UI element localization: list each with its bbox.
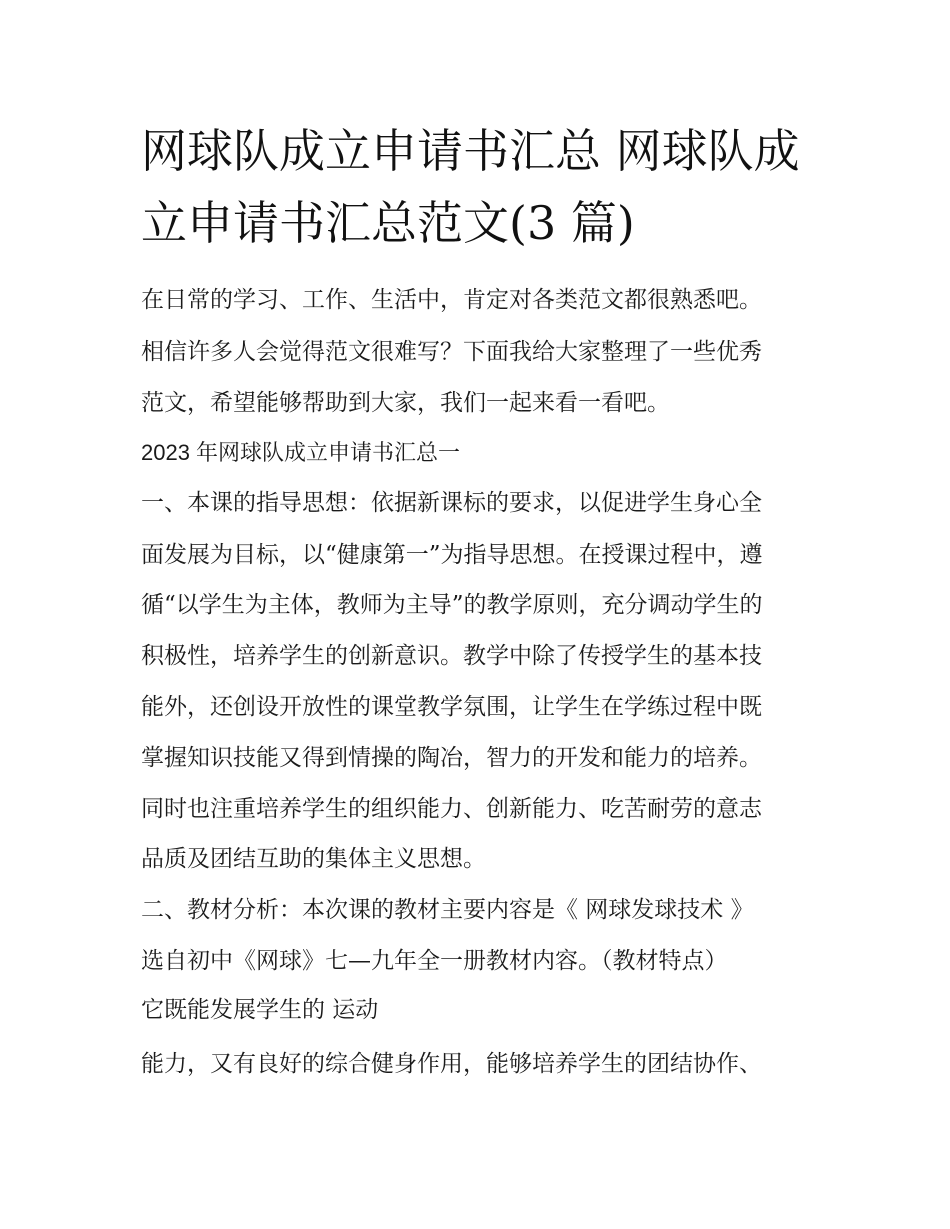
intro-line-1: 在日常的学习、工作、生活中，肯定对各类范文都很熟悉吧。 [141,287,762,313]
paragraph-line-5: 能外，还创设开放性的课堂教学氛围，让学生在学练过程中既 [141,694,762,720]
paragraph-line-12: 能力，又有良好的综合健身作用，能够培养学生的团结协作、 [141,1051,762,1077]
paragraph-line-11: 它既能发展学生的 运动 [141,997,379,1023]
paragraph-line-4: 积极性，培养学生的创新意识。教学中除了传授学生的基本技 [141,643,762,669]
paragraph-line-1: 一、本课的指导思想：依据新课标的要求，以促进学生身心全 [141,490,762,516]
paragraph-line-8: 品质及团结互助的集体主义思想。 [141,846,486,872]
section-heading: 2023 年网球队成立申请书汇总一 [141,440,461,465]
intro-line-3: 范文，希望能够帮助到大家，我们一起来看一看吧。 [141,390,670,416]
document-title: 网球队成立申请书汇总 网球队成立申请书汇总范文(3 篇) [141,124,800,250]
paragraph-line-9: 二、教材分析：本次课的教材主要内容是《 网球发球技术 》 [141,897,754,923]
paragraph-line-7: 同时也注重培养学生的组织能力、创新能力、吃苦耐劳的意志 [141,796,762,822]
paragraph-line-10: 选自初中《网球》七—九年全一册教材内容。（教材特点） [141,948,728,974]
paragraph-line-2: 面发展为目标，以“健康第一”为指导思想。在授课过程中，遵 [141,542,763,568]
paragraph-line-3: 循“以学生为主体，教师为主导”的教学原则，充分调动学生的 [141,592,763,618]
paragraph-line-6: 掌握知识技能又得到情操的陶冶，智力的开发和能力的培养。 [141,745,762,771]
intro-line-2: 相信许多人会觉得范文很难写？下面我给大家整理了一些优秀 [141,339,762,365]
